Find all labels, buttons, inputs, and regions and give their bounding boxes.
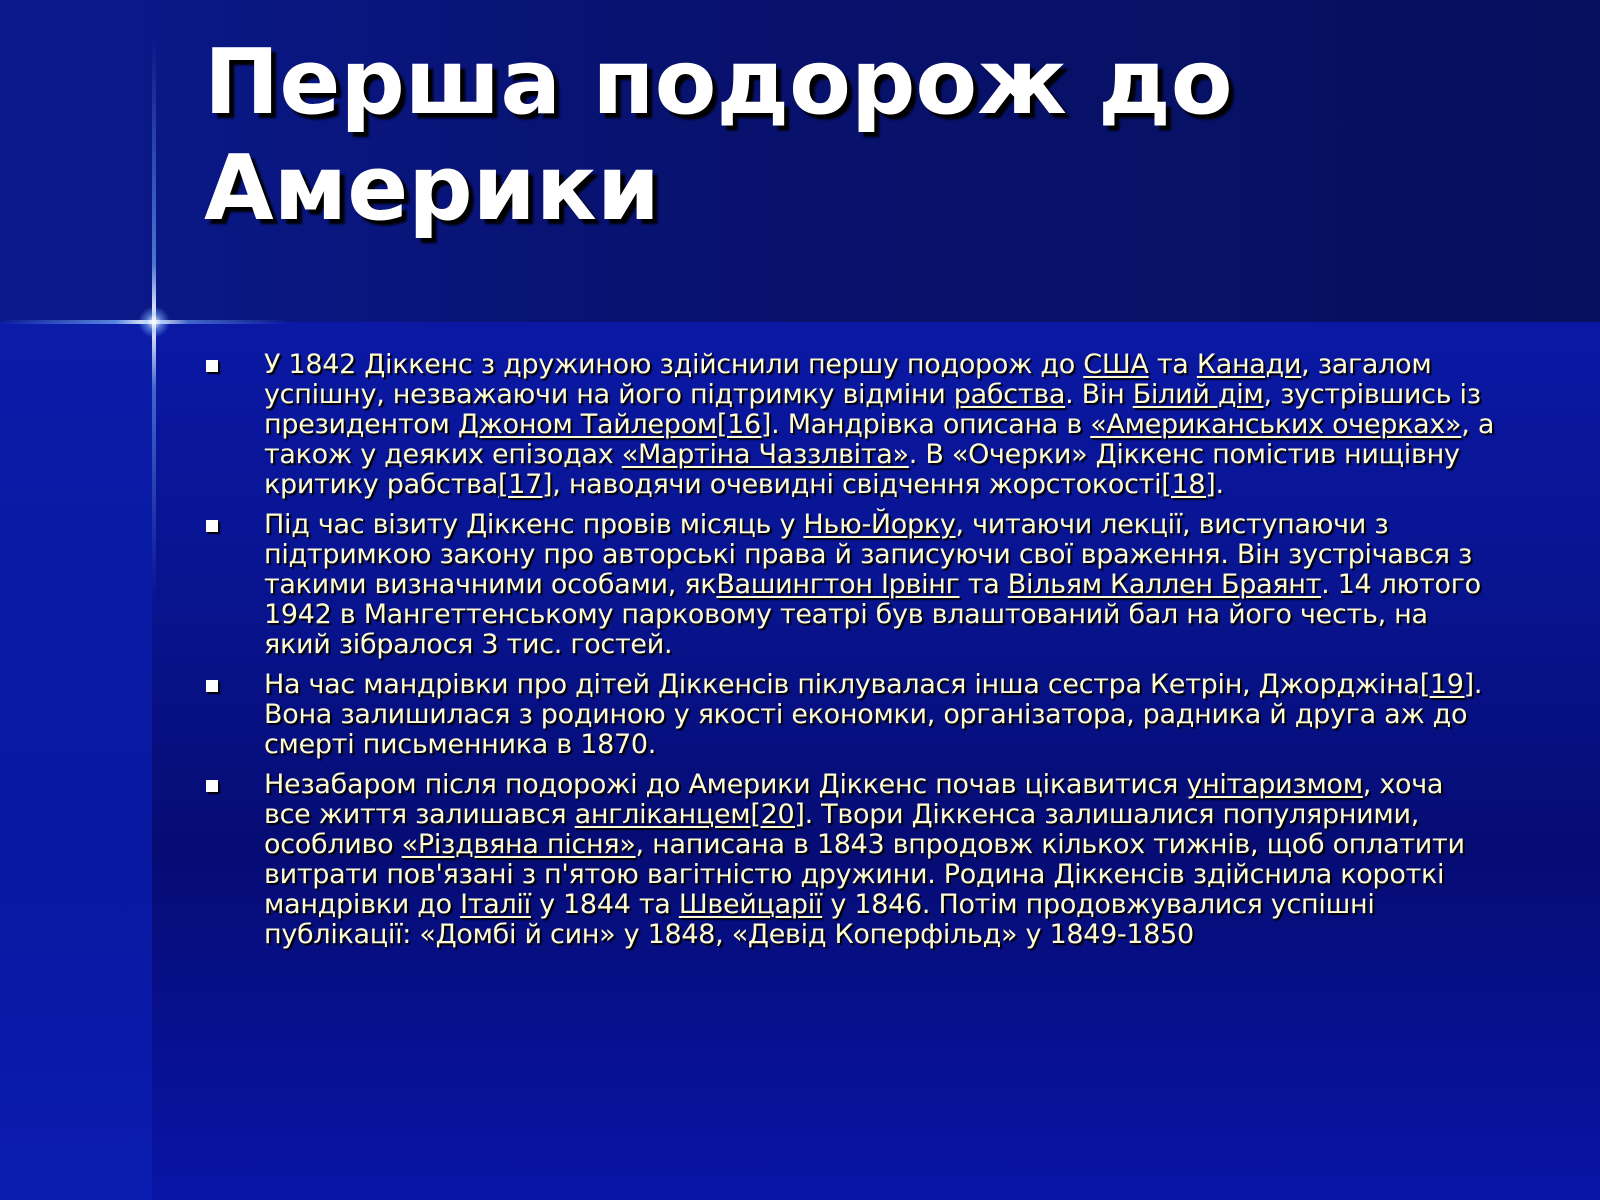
square-bullet-icon	[206, 360, 218, 372]
text-run: , читаючи лекції, виступаючи з підтримкою закону про авторські права й записуючи свої враження. Він зустрічався з такими визначними особами, як	[264, 509, 1473, 600]
text-run: . Мандрівка описана в	[771, 409, 1091, 440]
bullet-text	[264, 509, 1481, 660]
bullet-text	[264, 769, 1465, 950]
inline-link[interactable]: Італії	[460, 889, 531, 920]
inline-link[interactable]: «Мартіна Чаззлвіта»	[621, 439, 909, 470]
text-run: та	[959, 569, 1008, 600]
inline-link[interactable]: [19]	[1419, 669, 1474, 700]
inline-link[interactable]: Канади	[1196, 349, 1302, 380]
inline-link[interactable]: «Американських очерках»	[1090, 409, 1462, 440]
inline-link[interactable]: Швейцарії	[678, 889, 823, 920]
text-run: , зустрівшись із президентом	[264, 379, 1481, 440]
slide-title: Перша подорож до Америки	[204, 30, 1233, 241]
text-run: , наводячи очевидні свідчення жорстокості	[552, 469, 1162, 500]
bullet-item	[204, 350, 1496, 500]
bullet-item	[204, 670, 1496, 760]
text-run: . Він	[1065, 379, 1133, 410]
inline-link[interactable]: унітаризмом	[1186, 769, 1363, 800]
bullet-text	[264, 669, 1482, 760]
inline-link[interactable]: Вашингтон Ірвінг	[716, 569, 960, 600]
text-run: , загалом успішну, незважаючи на його підтримку відміни	[264, 349, 1432, 410]
text-run: . Твори Діккенса залишалися популярними, особливо	[264, 799, 1419, 860]
left-band	[0, 322, 152, 1200]
inline-link[interactable]: рабства	[953, 379, 1066, 410]
square-bullet-icon	[206, 680, 218, 692]
inline-link[interactable]: «Різдвяна пісня»	[401, 829, 636, 860]
inline-link[interactable]: США	[1083, 349, 1149, 380]
text-run: . В «Очерки» Діккенс помістив нищівну критику рабства	[264, 439, 1460, 500]
text-run: у 1846. Потім продовжувалися успішні публікації: «Домбі й син» у 1848, «Девід Коперфільд» у 1849-1850	[264, 889, 1375, 950]
inline-link[interactable]: англіканцем	[574, 799, 751, 830]
inline-link[interactable]: [20]	[750, 799, 805, 830]
text-run: . 14 лютого 1942 в Мангеттенському парковому театрі був влаштований бал на його честь, на який зібралося 3 тис. гостей.	[264, 569, 1481, 660]
bullet-item	[204, 770, 1496, 950]
text-run: , а також у деяких епізодах	[264, 409, 1495, 470]
inline-link[interactable]: [17]	[498, 469, 553, 500]
light-flare-core	[138, 306, 170, 338]
bullet-item	[204, 510, 1496, 660]
text-run: у 1844 та	[530, 889, 679, 920]
text-run: .	[1215, 469, 1224, 500]
inline-link[interactable]: [16]	[716, 409, 772, 440]
text-run: Незабаром після подорожі до Америки Діккенс почав цікавитися	[264, 769, 1187, 800]
text-run: , написана в 1843 впродовж кількох тижнів, щоб оплатити витрати пов'язані з п'ятою вагітністю дружини. Родина Діккенсів здійснила короткі мандрівки до	[264, 829, 1465, 920]
text-run: . Вона залишилася з родиною у якості економки, організатора, радника й друга аж до смерті письменника в 1870.	[264, 669, 1483, 760]
bullet-list	[204, 350, 1496, 960]
text-run: Під час візиту Діккенс провів місяць у	[264, 509, 804, 540]
text-run: На час мандрівки про дітей Діккенсів піклувалася інша сестра Кетрін, Джорджіна	[264, 669, 1420, 700]
square-bullet-icon	[206, 780, 218, 792]
text-run: та	[1148, 349, 1197, 380]
square-bullet-icon	[206, 520, 218, 532]
inline-link[interactable]: Нью-Йорку	[803, 509, 956, 540]
bullet-text	[264, 349, 1494, 500]
inline-link[interactable]: [18]	[1161, 469, 1216, 500]
text-run: У 1842 Діккенс з дружиною здійснили першу подорож до	[264, 349, 1084, 380]
inline-link[interactable]: Джоном Тайлером	[457, 409, 717, 440]
text-run: , хоча все життя залишався	[264, 769, 1444, 830]
inline-link[interactable]: Вільям Каллен Браянт	[1007, 569, 1322, 600]
inline-link[interactable]: Білий дім	[1132, 379, 1264, 410]
